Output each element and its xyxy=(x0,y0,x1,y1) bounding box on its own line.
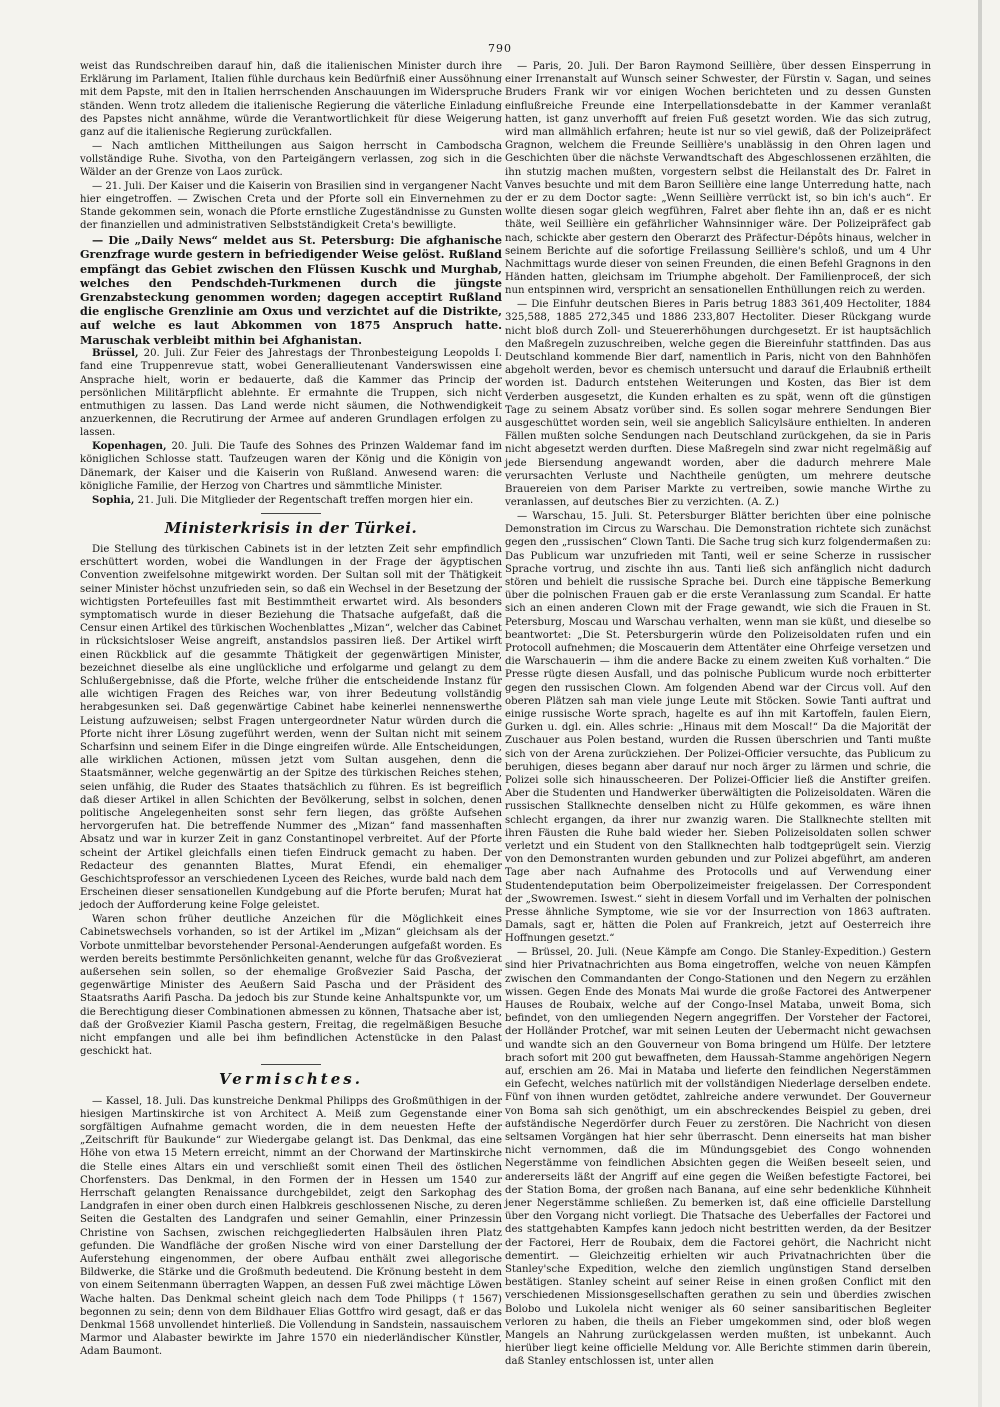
bold-news-item: — Die „Daily News“ meldet aus St. Petersburg: Die afghanische Grenzfrage wurde gestern in befriedigender Weise gelöst. Rußland empfängt das Gebiet zwischen den Flüssen Kuschk und Murghab, welches den Pendschdeh-Turkmenen durch die jüngste Grenzabsteckung genommen worden; dagegen acceptirt Rußland die englische Grenzlinie am Oxus und verzichtet auf die Distrikte, auf welche es laut Abkommen von 1875 Anspruch hatte. Maruschak verbleibt mithin bei Afghanistan. xyxy=(80,233,502,347)
section-divider xyxy=(261,513,321,514)
left-column xyxy=(80,60,502,1359)
section-heading-vermischtes: Vermischtes. xyxy=(219,1070,363,1089)
section-divider xyxy=(261,1064,321,1065)
dateline: Kopenhagen, xyxy=(92,440,167,453)
article-paragraph: — Brüssel, 20. Juli. (Neue Kämpfe am Congo. Die Stanley-Expedition.) Gestern sind hier Privatnachrichten aus Boma eingetroffen, welche von neuen Kämpfen zwischen den Commandanten der Congo-Stationen und den Negern zu erzählen wissen. Gegen Ende des Monats Mai wurde die große Factorei des Antwerpener Hauses de Roubaix, welche auf der Congo-Insel Mataba, unweit Boma, sich befindet, von den umliegenden Negern angegriffen. Der Vorsteher der Factorei, der Holländer Protchef, war mit seinen Leuten der Uebermacht nicht gewachsen und wandte sich an den Gouverneur von Boma bringend um Hülfe. Der letztere brach sofort mit 200 gut bewaffneten, dem Haussah-Stamme angehörigen Negern auf, erschien am 26. Mai in Mataba und lieferte den feindlichen Negerstämmen ein Gefecht, welches natürlich mit der vollständigen Niederlage derselben endete. Fünf von ihnen wurden getödtet, zahlreiche andere verwundet. Der Gouverneur von Boma sah sich genöthigt, um ein abschreckendes Beispiel zu geben, drei aufständische Negerdörfer durch Feuer zu zerstören. Die Nachricht von diesen seltsamen Vorgängen hat hier sehr überrascht. Denn einerseits hat man bisher nicht vernommen, daß die im Mündungsgebiet des Congo wohnenden Negerstämme von feindlichen Absichten gegen die Weißen beseelt seien, und andererseits läßt der Angriff auf eine gegen die Weißen befestigte Factorei, bei der Station Boma, der großen nach Banana, auf eine sehr bedenkliche Kühnheit jener Negerstämme schließen. Zu bemerken ist, daß eine officielle Darstellung über den Vorgang nicht vorliegt. Die Thatsache des Ueberfalles der Factorei und des stattgehabten Kampfes kann jedoch nicht bestritten werden, da der Besitzer der Factorei, Herr de Roubaix, dem die Factorei gehört, die Nachricht nicht dementirt. — Gleichzeitig erhielten wir auch Privatnachrichten über die Stanley'sche Expedition, welche den ziemlich ungünstigen Stand derselben bestätigen. Stanley scheint auf seiner Reise in einen großen Conflict mit den verschiedenen Missionsgesellschaften gerathen zu sein und überdies zwischen Bolobo und Lukolela nicht weniger als 60 seiner sansibaritischen Begleiter verloren zu haben, die theils an Fieber umgekommen sind, oder bloß wegen Mangels an Nahrung zurückgelassen werden mußten, ist unbekannt. Auch hierüber liegt keine officielle Meldung vor. Alle Berichte stimmen darin überein, daß Stanley entschlossen ist, unter allen xyxy=(505,947,931,1368)
article-paragraph: Die Stellung des türkischen Cabinets ist in der letzten Zeit sehr empfindlich erschüttert worden, wobei die Wandlungen in der Frage der ägyptischen Convention zweifelsohne mitgewirkt worden. Der Sultan soll mit der Thätigkeit seiner Minister höchst unzufrieden sein, so daß ein Wechsel in der Besetzung der wichtigsten Portefeuilles fast mit Bestimmtheit erwartet wird. Als besonders symptomatisch wurde in dieser Beziehung die Thatsache aufgefaßt, daß die Censur einen Artikel des türkischen Wochenblattes „Mizan“, welcher das Cabinet in rücksichtsloser Weise angreift, anstandslos passiren ließ. Der Artikel wirft einen Rückblick auf die gesammte Thätigkeit der gegenwärtigen Minister, bezeichnet dieselbe als eine unglückliche und erfolgarme und gelangt zu dem Schlußergebnisse, daß die Pforte, welche früher die entscheidende Instanz für alle wichtigen Fragen des Reiches war, von ihrer Bedeutung vollständig herabgesunken sei. Daß gegenwärtige Cabinet habe keinerlei nennenswerthe Leistung aufzuweisen; selbst Fragen untergeordneter Natur würden durch die Pforte nicht ihrer Lösung zugeführt werden, wenn der Sultan nicht mit seinem Scharfsinn und seinem Eifer in die Dinge eingreifen würde. Alle Entscheidungen, alle wirklichen Actionen, müssen jetzt vom Sultan ausgehen, denn die Staatsmänner, welche gegenwärtig an der Spitze des türkischen Reiches stehen, seien unfähig, die Ruder des Staates thatsächlich zu führen. Es ist begreiflich daß dieser Artikel in allen Schichten der Bevölkerung, selbst in solchen, denen politische Angelegenheiten sonst sehr fern liegen, das größte Aufsehen hervorgerufen hat. Die betreffende Nummer des „Mizan“ fand massenhaften Absatz und war in kurzer Zeit in ganz Constantinopel verbreitet. Auf der Pforte scheint der Artikel gleichfalls einen tiefen Eindruck gemacht zu haben. Der Redacteur des genannten Blattes, Murat Efendi, ein ehemaliger Geschichtsprofessor an verschiedenen Lyceen des Reiches, wurde bald nach dem Erscheinen dieser sensationellen Kundgebung auf die Pforte berufen; Murat hat jedoch der Aufforderung keine Folge geleistet. xyxy=(80,543,502,912)
article-paragraph: weist das Rundschreiben darauf hin, daß die italienischen Minister durch ihre Erklärung im Parlament, Italien fühle durchaus kein Bedürfniß einer Aussöhnung mit dem Papste, mit den in Italien herrschenden Anschauungen im Widerspruche ständen. Wenn trotz alledem die italienische Regierung die väterliche Einladung des Papstes nicht annähme, würde die Verantwortlichkeit für diese Weigerung ganz auf die italienische Regierung zurückfallen. xyxy=(80,61,502,139)
article-paragraph: — Die Einfuhr deutschen Bieres in Paris betrug 1883 361,409 Hectoliter, 1884 325,588, 1885 272,345 und 1886 233,807 Hectoliter. Dieser Rückgang wurde nicht bloß durch Zoll- und Steuererhöhungen durchgesetzt. Er ist hauptsächlich den Maßregeln zuzuschreiben, welche gegen die Biereinfuhr stattfinden. Das aus Deutschland kommende Bier darf, namentlich in Paris, nicht von den Bahnhöfen abgeholt werden, bevor es chemisch untersucht und darauf die Erlaubniß ertheilt worden ist. Dadurch entstehen Weiterungen und Kosten, das Bier ist dem Verderben ausgesetzt, die Kunden erhalten es zu spät, wenn oft die günstigen Tage zu seinem Absatz vorüber sind. Es sollen sogar mehrere Sendungen Bier ausgeschüttet worden sein, weil sie angeblich Salicylsäure enthielten. In anderen Fällen mußten solche Sendungen nach Deutschland zurückgehen, da sie in Paris nicht abgesetzt werden durften. Diese Maßregeln sind zwar nicht regelmäßig auf jede Biersendung angewandt worden, aber die dadurch mehrere Male verursachten Verluste und Nachtheile genügten, um mehrere deutsche Brauereien von dem Pariser Markte zu vertreiben, sowie manche Wirthe zu veranlassen, auf deutsches Bier zu verzichten. (A. Z.) xyxy=(505,299,931,509)
article-paragraph: — Nach amtlichen Mittheilungen aus Saigon herrscht in Cambodscha vollständige Ruhe. Sivotha, von den Parteigängern verlassen, zog sich in die Wälder an der Grenze von Laos zurück. xyxy=(80,140,502,179)
article-paragraph: — 21. Juli. Der Kaiser und die Kaiserin von Brasilien sind in vergangener Nacht hier eingetroffen. — Zwischen Creta und der Pforte soll ein Einvernehmen zu Stande gekommen sein, wonach die Pforte ernstliche Zugeständnisse zu Gunsten der finanziellen und administrativen Selbstständigkeit Creta's bewilligte. xyxy=(80,180,502,232)
page-number: 790 xyxy=(488,42,512,55)
article-text: 20. Juli. Die Taufe des Sohnes des Prinzen Waldemar fand im königlichen Schlosse statt. Taufzeugen waren der König und die Königin von Dänemark, der Kaiser und die Kaiserin von Rußland. Anwesend waren: die königliche Familie, der Herzog von Chartres und sämmtliche Minister. xyxy=(80,441,502,492)
section-heading-tuerkei: Ministerkrisis in der Türkei. xyxy=(164,518,418,537)
dateline-paragraph xyxy=(80,440,502,493)
dateline: Sophia, xyxy=(92,493,135,506)
dateline: Brüssel, xyxy=(92,347,139,360)
article-paragraph: Waren schon früher deutliche Anzeichen für die Möglichkeit eines Cabinetswechsels vorhanden, so ist der Artikel im „Mizan“ gleichsam als der Vorbote unmittelbar bevorstehender Personal-Aenderungen aufgefaßt worden. Es werden bereits bestimmte Persönlichkeiten genannt, welche für das Großvezierat außersehen sein sollen, so der ehemalige Großvezier Said Pascha, der gegenwärtige Minister des Aeußern Said Pascha und der Präsident des Staatsraths Aarifi Pascha. Da jedoch bis zur Stunde keine Anhaltspunkte vor, um die Berechtigung dieser Combinationen abmessen zu können, Thatsache aber ist, daß der Großvezier Kiamil Pascha gestern, Freitag, die regelmäßigen Besuche nicht empfangen und alle bei ihm befindlichen Actenstücke in den Palast geschickt hat. xyxy=(80,914,502,1058)
article-text: 20. Juli. Zur Feier des Jahrestags der Thronbesteigung Leopolds I. fand eine Truppenrevue statt, wobei Generallieutenant Vanderswissen eine Ansprache hielt, worin er bedauerte, daß die Kammer das Princip der persönlichen Militärpflicht ablehnte. Er ermahnte die Truppen, sich nicht entmuthigen zu lassen. Das Land werde nicht säumen, die Nothwendigkeit anzuerkennen, die Recrutirung der Armee auf anderen Grundlagen erfolgen zu lassen. xyxy=(80,348,502,439)
article-paragraph: — Warschau, 15. Juli. St. Petersburger Blätter berichten über eine polnische Demonstration im Circus zu Warschau. Die Demonstration richtete sich zunächst gegen den „russischen“ Clown Tanti. Die Sache trug sich kurz folgendermaßen zu: Das Publicum war unzufrieden mit Tanti, weil er seine Scherze in russischer Sprache vortrug, und zischte ihn aus. Tanti ließ sich anfänglich nicht dadurch stören und behielt die russische Sprache bei. Durch eine täppische Bemerkung über die polnischen Frauen gab er die erste Veranlassung zum Scandal. Er hatte sich an einen anderen Clown mit der Frage gewandt, wie sich die Frauen in St. Petersburg, Moscau und Warschau verhalten, wenn man sie küßt, und dieselbe so beantwortet: „Die St. Petersburgerin würde den Polizeisoldaten rufen und ein Protocoll aufnehmen; die Moscauerin dem Attentäter eine Ohrfeige versetzen und die Warschauerin — ihm die andere Backe zu einem zweiten Kuß vorhalten.“ Die Presse rügte diesen Ausfall, und das polnische Publicum wurde noch erbitterter gegen den russischen Clown. Am folgenden Abend war der Circus voll. Auf den oberen Plätzen sah man viele junge Leute mit Stöcken. Sowie Tanti auftrat und einige russische Worte sprach, hagelte es auf ihn mit Kartoffeln, faulen Eiern, Gurken u. dgl. ein. Alles schrie: „Hinaus mit dem Moscal!“ Da die Majorität der Zuschauer aus Polen bestand, wurden die Russen überschrien und Tanti mußte sich von der Arena zurückziehen. Der Polizei-Officier versuchte, das Publicum zu beruhigen, dieses begann aber darauf nur noch ärger zu lärmen und schrie, die Polizei solle sich hinausscheeren. Der Polizei-Officier ließ die Anstifter greifen. Aber die Studenten und Handwerker überwältigten die Polizeisoldaten. Wären die russischen Stallknechte denselben nicht zu Hülfe gekommen, es wäre ihnen schlecht ergangen, da ihrer nur zwanzig waren. Die Stallknechte stellten mit ihren Fäusten die Ruhe bald wieder her. Sieben Polizeisoldaten sollen schwer verletzt und ein Student von den Stallknechten halb todtgeprügelt sein. Vierzig von den Demonstranten wurden gebunden und zur Polizei abgeführt, am anderen Tage aber nach Aufnahme des Protocolls und auf Verwendung einer Studentendeputation beim Oberpolizeimeister freigelassen. Der Correspondent der „Swowremen. Iswest.“ sieht in diesem Vorfall und im Verhalten der polnischen Presse ähnliche Symptome, wie sie vor der Insurrection von 1863 auftraten. Damals, sagt er, hätten die Polen auf Frankreich, jetzt auf Oesterreich ihre Hoffnungen gesetzt.“ xyxy=(505,510,931,945)
dateline-paragraph xyxy=(80,494,502,507)
article-paragraph: — Paris, 20. Juli. Der Baron Raymond Seillière, über dessen Einsperrung in einer Irrenanstalt auf Wunsch seiner Schwester, der Fürstin v. Sagan, und seines Bruders Frank wir vor einigen Wochen berichteten und zu dessen Gunsten einflußreiche Freunde eine Interpellationsdebatte in der Kammer veranlaßt hatten, ist ganz unverhofft auf freien Fuß gesetzt worden. Wie das sich zutrug, wird man allmählich erfahren; heute ist nur so viel gewiß, daß der Polizeipräfect Gragnon, welchem die Freunde Seillière's unablässig in den Ohren lagen und Geschichten über die nächste Verwandtschaft des Abgeschlossenen erzählten, die ihn stutzig machen mußten, vorgestern selbst die Heilanstalt des Dr. Falret in Vanves besuchte und mit dem Baron Seillière eine lange Unterredung hatte, nach der er zu dem Doctor sagte: „Wenn Seillière verrückt ist, so bin ich's auch“. Er wollte diesen sogar gleich wegführen, Falret aber flehte ihn an, daß er es nicht thäte, weil Seillière ein gefährlicher Wahnsinniger wäre. Der Polizeipräfect gab nach, schickte aber gestern den Oberarzt des Präfectur-Dépôts hinaus, welcher in seinem Berichte auf die sofortige Freilassung Seillière's schloß, und um 4 Uhr Nachmittags wurde dieser von seinen Freunden, die einen Befehl Gragnons in den Händen hatten, gleichsam im Triumphe abgeholt. Der Familienproceß, der sich nun entspinnen wird, verspricht an sensationellen Enthüllungen reich zu werden. xyxy=(505,61,931,297)
scan-edge xyxy=(978,0,982,1407)
right-column xyxy=(505,60,931,1369)
article-text: 21. Juli. Die Mitglieder der Regentschaft treffen morgen hier ein. xyxy=(134,494,474,506)
article-paragraph: — Kassel, 18. Juli. Das kunstreiche Denkmal Philipps des Großmüthigen in der hiesigen Martinskirche ist von Architect A. Meiß zum Gegenstande einer sorgfältigen Aufnahme gemacht worden, die in dem neuesten Hefte der „Zeitschrift für Baukunde“ zur Wiedergabe gelangt ist. Das Denkmal, das eine Höhe von etwa 15 Metern erreicht, nimmt an der Chorwand der Martinskirche die Stelle eines Altars ein und verschließt somit einen Theil des östlichen Chorfensters. Das Denkmal, in den Formen der in Hessen um 1540 zur Herrschaft gelangten Renaissance durchgebildet, zeigt den Sarkophag des Landgrafen in einer oben durch einen Halbkreis geschlossenen Nische, zu deren Seiten die Gestalten des Landgrafen und seiner Gemahlin, einer Prinzessin Christine von Sachsen, zwischen reichgegliederten Halbsäulen ihren Platz gefunden. Die Wandfläche der großen Nische wird von einer Darstellung der Auferstehung eingenommen, der obere Aufbau enthält zwei allegorische Bildwerke, die Stärke und die Großmuth bedeutend. Die Krönung besteht in dem von einem Seitenmann überragten Wappen, an dessen Fuß zwei mächtige Löwen Wache halten. Das Denkmal scheint gleich nach dem Tode Philipps († 1567) begonnen zu sein; denn von dem Bildhauer Elias Gottfro wird gesagt, daß er das Denkmal 1568 unvollendet hinterließ. Die Vollendung in Sandstein, nassauischem Marmor und Alabaster bewirkte im Jahre 1570 ein niederländischer Künstler, Adam Baumont. xyxy=(80,1095,502,1358)
dateline-paragraph xyxy=(80,347,502,439)
